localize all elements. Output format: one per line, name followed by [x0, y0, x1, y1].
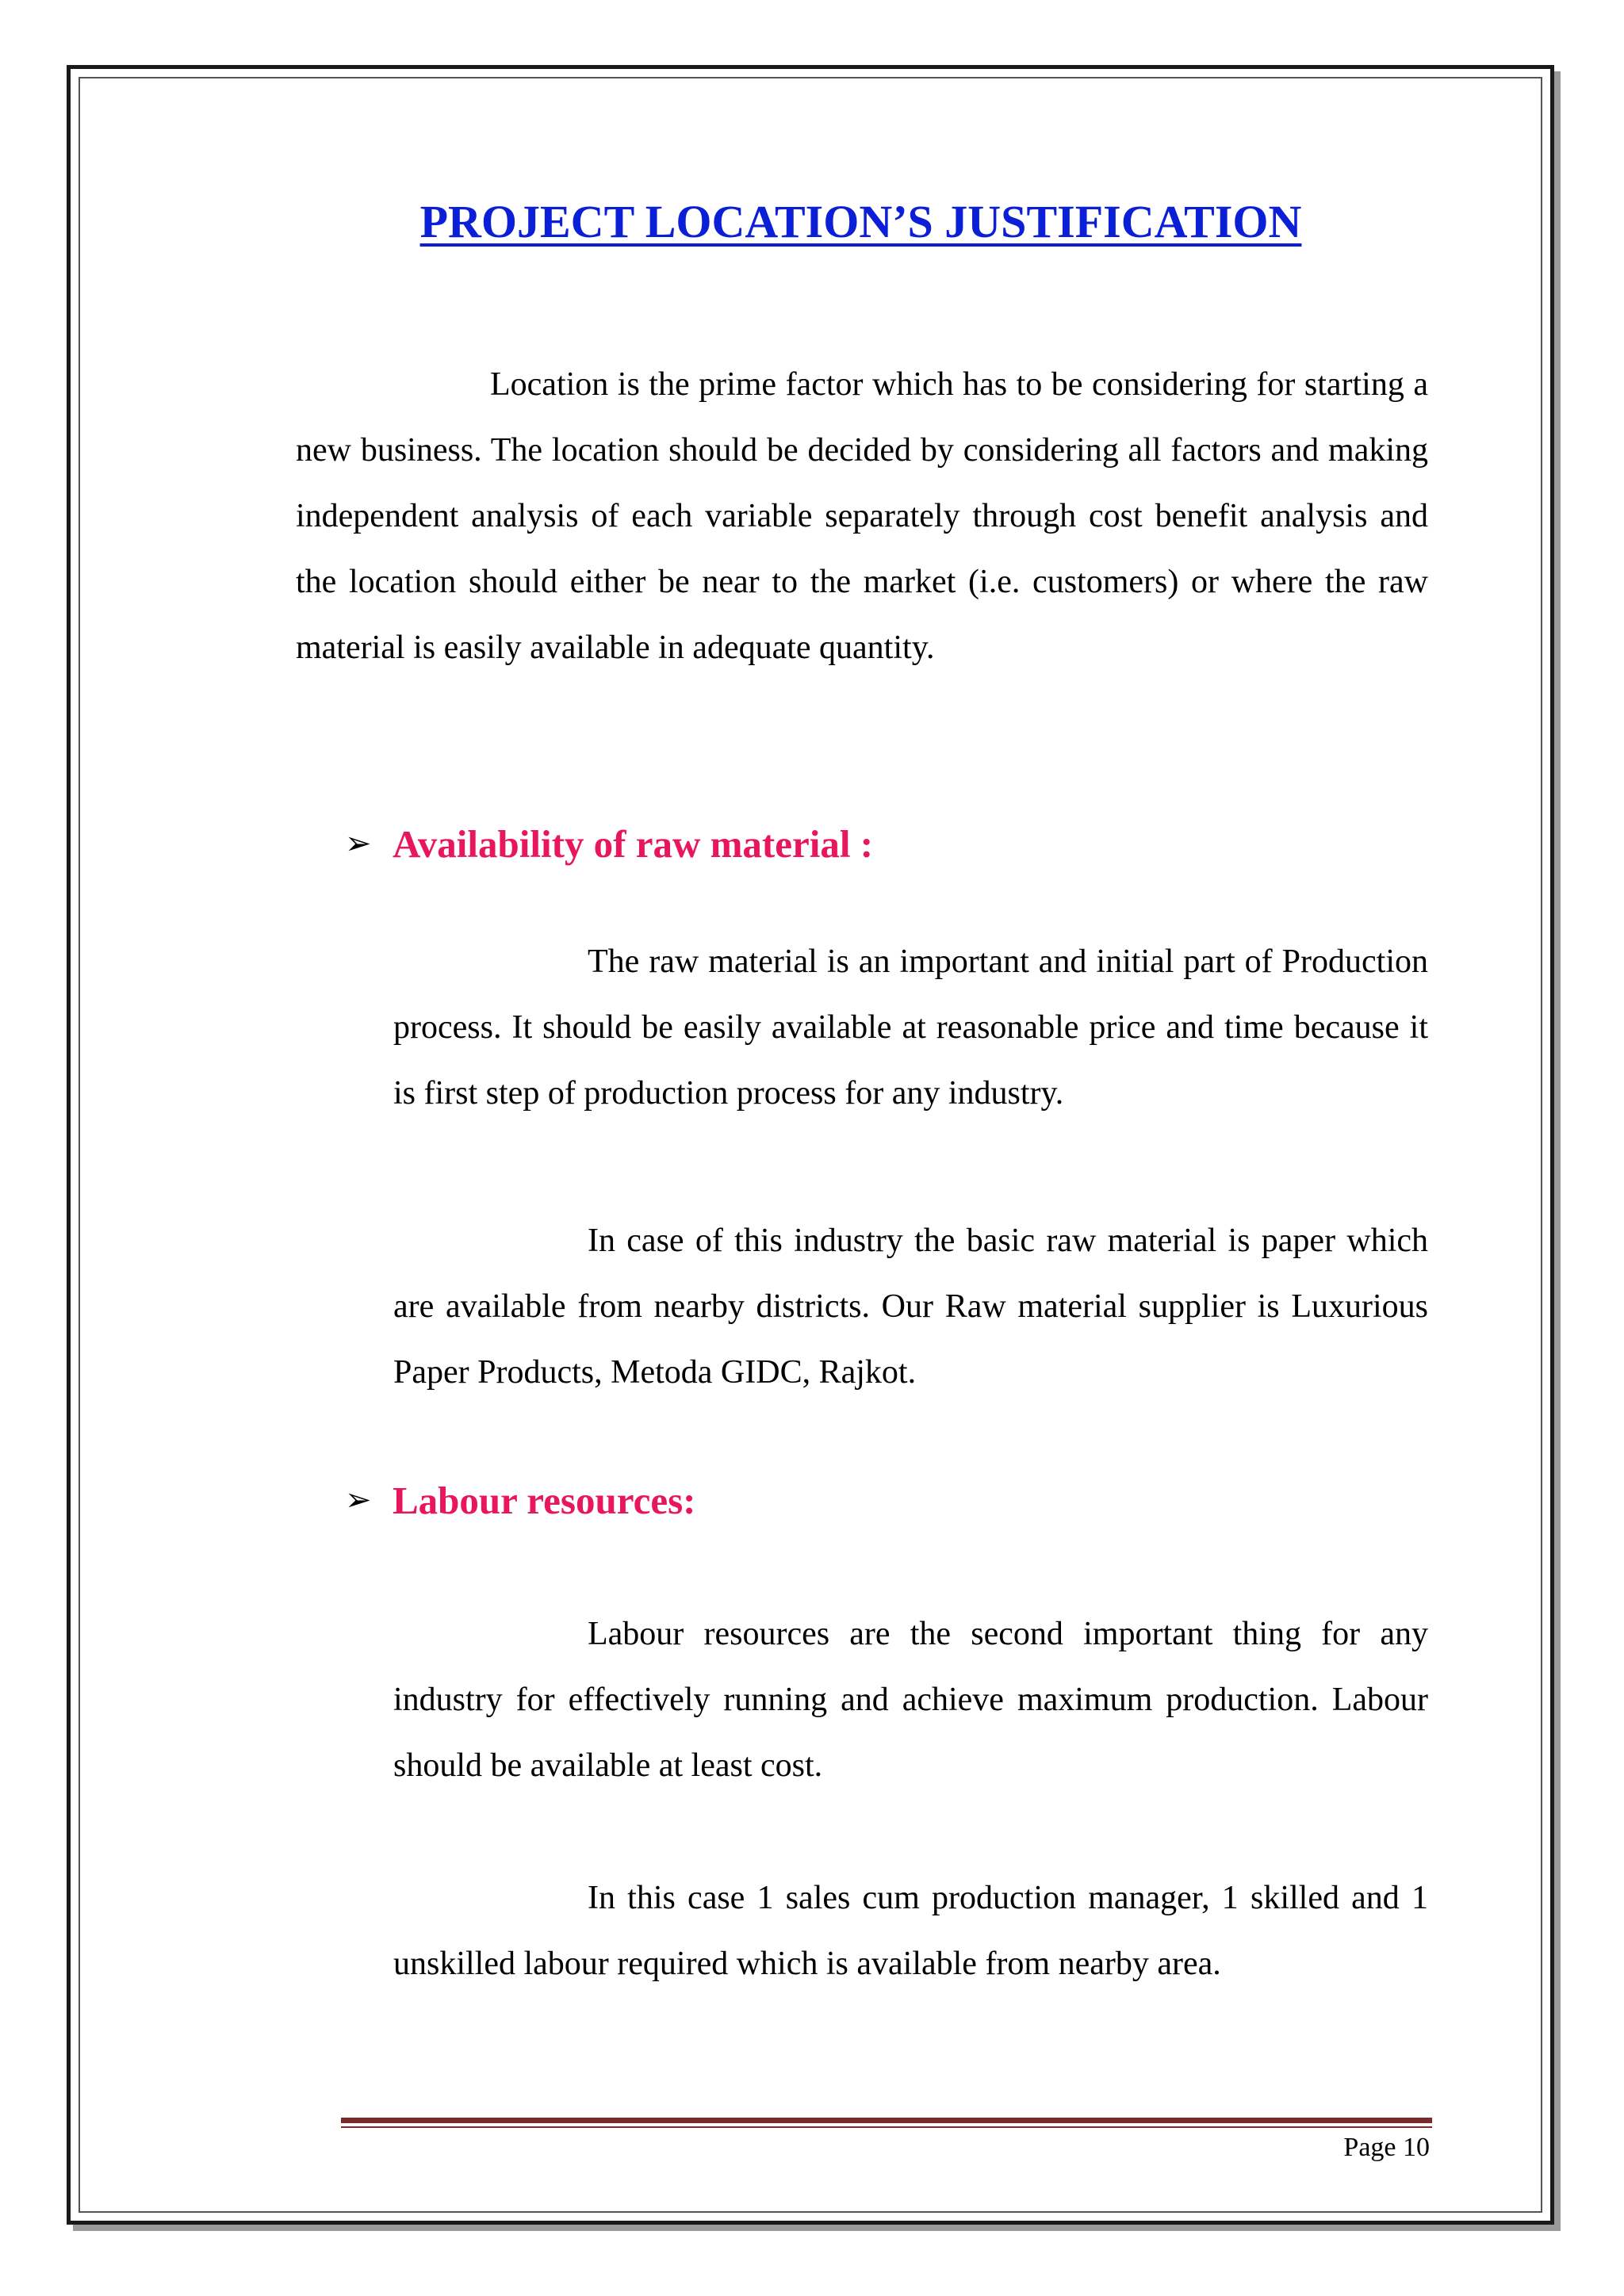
arrow-bullet-icon: ➢	[345, 1482, 372, 1518]
intro-text: Location is the prime factor which has to be considering for starting a new business. The location should be decided by considering all factors and making independent analysis of each variable separately through cost benefit analysis and the location should either be near to the market (i.e. customers) or where the raw material is easily available in adequate quantity.	[296, 366, 1428, 666]
section-heading-text: Labour resources:	[393, 1479, 696, 1522]
raw-material-paragraph-2	[393, 1208, 1428, 1406]
paragraph-text: In case of this industry the basic raw material is paper which are available from nearby districts. Our Raw material supplier is Luxurious Paper Products, Metoda GIDC, Rajkot.	[393, 1223, 1428, 1391]
footer-divider	[341, 2118, 1432, 2123]
paragraph-text: In this case 1 sales cum production manager, 1 skilled and 1 unskilled labour required which is available from nearby area.	[393, 1880, 1428, 1982]
labour-paragraph-1	[393, 1601, 1428, 1799]
paragraph-text: Labour resources are the second important thing for any industry for effectively running and achieve maximum production. Labour should be available at least cost.	[393, 1616, 1428, 1784]
arrow-bullet-icon: ➢	[345, 825, 372, 862]
section-heading-raw-material	[345, 821, 873, 867]
paragraph-text: The raw material is an important and initial part of Production process. It should be easily available at reasonable price and time because it is first step of production process for any industry.	[393, 943, 1428, 1112]
page-title: PROJECT LOCATION’S JUSTIFICATION	[419, 196, 1302, 247]
page-number: Page 10	[1343, 2133, 1430, 2162]
footer-divider-thin	[341, 2126, 1432, 2128]
labour-paragraph-2	[393, 1866, 1428, 1997]
section-heading-text: Availability of raw material :	[393, 822, 874, 866]
section-heading-labour	[345, 1478, 695, 1523]
raw-material-paragraph-1	[393, 929, 1428, 1127]
intro-paragraph	[296, 352, 1428, 681]
